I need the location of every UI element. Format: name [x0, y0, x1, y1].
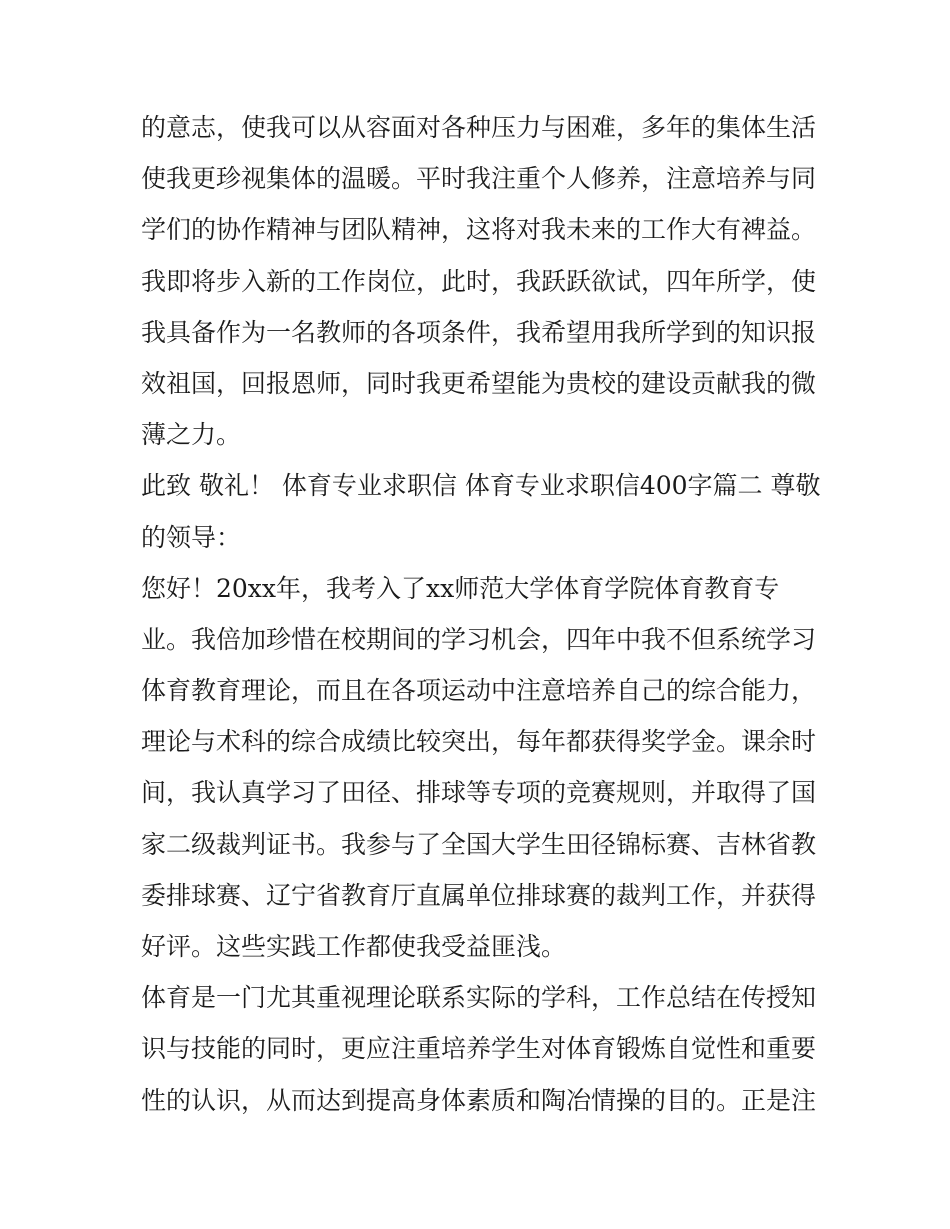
text-line: 委排球赛、辽宁省教育厅直属单位排球赛的裁判工作，并获得: [141, 880, 817, 910]
text-line: 我即将步入新的工作岗位，此时，我跃跃欲试，四年所学，使: [141, 266, 817, 296]
text-line: 体育教育理论，而且在各项运动中注意培养自己的综合能力，: [141, 676, 817, 706]
body-text: [141, 102, 821, 1126]
text-line: 性的认识，从而达到提高身体素质和陶冶情操的目的。正是注: [141, 1085, 817, 1115]
text-line: 识与技能的同时，更应注重培养学生对体育锻炼自觉性和重要: [141, 1034, 817, 1064]
text-line: 理论与术科的综合成绩比较突出，每年都获得奖学金。课余时: [141, 727, 817, 757]
text-line: 您好！20xx年，我考入了xx师范大学体育学院体育教育专: [141, 573, 780, 603]
text-line: 的意志，使我可以从容面对各种压力与困难，多年的集体生活: [141, 113, 817, 142]
text-line: 使我更珍视集体的温暖。平时我注重个人修养，注意培养与同: [141, 164, 817, 194]
text-line: 我具备作为一名教师的各项条件，我希望用我所学到的知识报: [141, 317, 817, 347]
text-line: 此致 敬礼！ 体育专业求职信 体育专业求职信400字篇二 尊敬: [141, 471, 821, 501]
text-line: 薄之力。: [141, 420, 242, 450]
text-line: 好评。这些实践工作都使我受益匪浅。: [141, 932, 567, 961]
text-line: 间，我认真学习了田径、排球等专项的竞赛规则，并取得了国: [141, 778, 817, 808]
text-line: 学们的协作精神与团队精神，这将对我未来的工作大有裨益。: [141, 215, 817, 245]
text-line: 业。我倍加珍惜在校期间的学习机会，四年中我不但系统学习: [141, 624, 817, 654]
text-line: 的领导：: [141, 522, 242, 552]
text-line: 体育是一门尤其重视理论联系实际的学科，工作总结在传授知: [141, 983, 817, 1013]
text-line: 效祖国，回报恩师，同时我更希望能为贵校的建设贡献我的微: [141, 368, 817, 398]
text-line: 家二级裁判证书。我参与了全国大学生田径锦标赛、吉林省教: [141, 829, 817, 859]
